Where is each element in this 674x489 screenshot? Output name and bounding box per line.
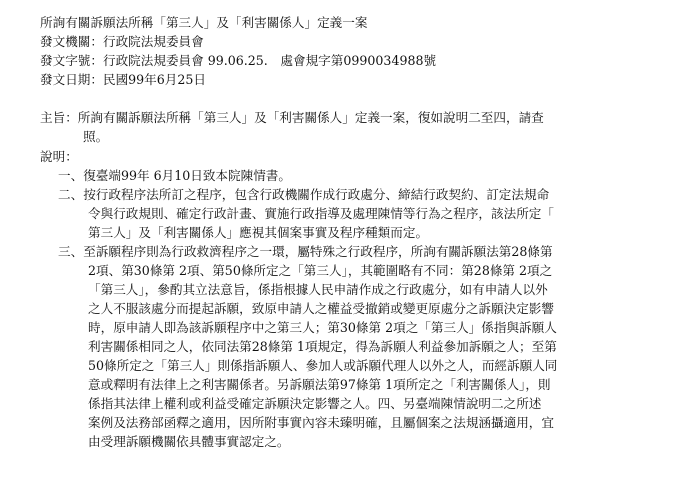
- explanation-item-3-line: 利害關係相同之人，依同法第28條第 1項規定，得為訴願人利益參加訴願之人；至第: [88, 339, 557, 354]
- explanation-item-2-line: 令與行政規則、確定行政計畫、實施行政指導及處理陳情等行為之程序，該法所定「: [88, 206, 554, 221]
- explanation-item-3-line: 由受理訴願機關依具體事實認定之。: [88, 434, 290, 449]
- document-title: 所詢有關訴願法所稱「第三人」及「利害關係人」定義一案: [40, 15, 368, 30]
- subject-line: 照。: [83, 129, 109, 144]
- explanation-item-3-line: 2項、第30條第 2項、第50條所定之「第三人」，其範圍略有不同：第28條第 2項之: [88, 263, 553, 278]
- issue-date: 發文日期：民國99年6月25日: [40, 72, 207, 87]
- explanation-item-3-line: 之人不服該處分而提起訴願，致原申請人之權益受撤銷或變更原處分之訴願決定影響: [88, 301, 554, 316]
- explanation-item-3-line: 三、至訴願程序則為行政救濟程序之一環，屬特殊之行政程序，所詢有關訴願法第28條第: [58, 244, 553, 259]
- explanation-item-3-line: 「第三人」，參酌其立法意旨，係指根據人民申請作成之行政處分，如有申請人以外: [88, 282, 548, 297]
- explanation-item-3-line: 時，原申請人即為該訴願程序中之第三人；第30條第 2項之「第三人」係指與訴願人: [88, 320, 557, 335]
- explanation-item-1: 一、復臺端99年 6月10日致本院陳情書。: [58, 168, 291, 183]
- explanation-label: 說明：: [40, 149, 78, 164]
- explanation-item-2-line: 二、按行政程序法所訂之程序，包含行政機關作成行政處分、締結行政契約、訂定法規命: [58, 187, 550, 202]
- issuing-agency: 發文機關：行政院法規委員會: [40, 34, 204, 49]
- explanation-item-3-line: 係指其法律上權利或利益受確定訴願決定影響之人。四、另臺端陳情說明二之所述: [88, 396, 542, 411]
- subject-line: 主旨：所詢有關訴願法所稱「第三人」及「利害關係人」定義一案，復如說明二至四，請查: [40, 110, 544, 125]
- explanation-item-2-line: 第三人」及「利害關係人」應視其個案事實及程序種類而定。: [88, 225, 429, 240]
- explanation-item-3-line: 意或釋明有法律上之利害關係者。另訴願法第97條第 1項所定之「利害關係人」，則: [88, 377, 551, 392]
- explanation-item-3-line: 50條所定之「第三人」則係指訴願人、參加人或訴願代理人以外之人，而經訴願人同: [88, 358, 558, 373]
- explanation-item-3-line: 案例及法務部函釋之適用，因所附事實內容未臻明確，且屬個案之法規涵攝適用，宜: [88, 415, 554, 430]
- document-number: 發文字號：行政院法規委員會 99.06.25. 處會規字第0990034988號: [40, 53, 437, 68]
